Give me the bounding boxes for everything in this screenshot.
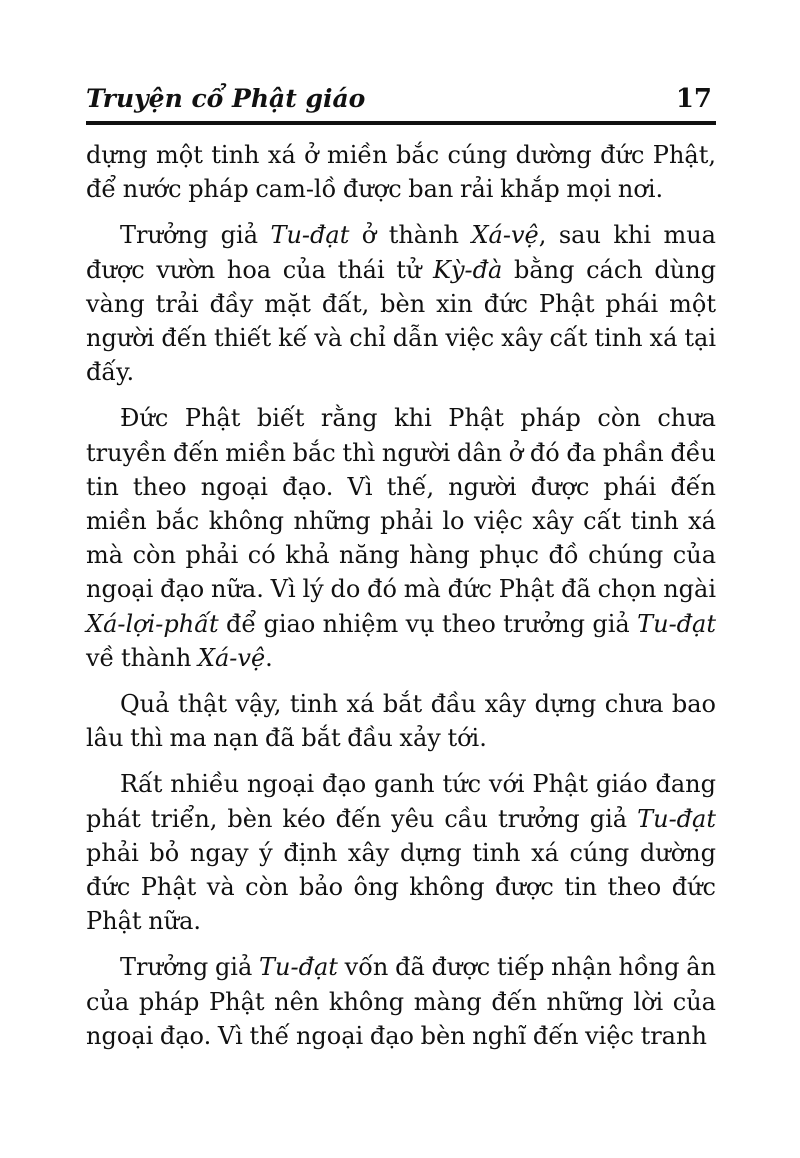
italic-name-run: Tu-đạt xyxy=(637,609,716,638)
text-run: Đức Phật biết rằng khi Phật pháp còn chưa truyền đến miền bắc thì người dân ở đó đa phần đều tin theo ngoại đạo. Vì thế, người được phái đến miền bắc không những phải lo việc xây cất tinh xá mà còn phải có khả năng hàng phục đồ chúng của ngoại đạo nữa. Vì lý do đó mà đức Phật đã chọn ngài xyxy=(86,404,716,604)
paragraph xyxy=(86,138,716,206)
book-title: Truyện cổ Phật giáo xyxy=(86,84,366,113)
italic-name-run: Xá-lợi-phất xyxy=(86,609,219,638)
italic-name-run: Tu-đạt xyxy=(637,804,716,833)
text-run: Quả thật vậy, tinh xá bắt đầu xây dựng chưa bao lâu thì ma nạn đã bắt đầu xảy tới. xyxy=(86,690,716,753)
italic-name-run: Tu-đạt xyxy=(270,221,350,250)
paragraph xyxy=(86,401,716,675)
text-run: Rất nhiều ngoại đạo ganh tức với Phật giáo đang phát triển, bèn kéo đến yêu cầu trưởng giả xyxy=(86,770,716,833)
text-run: dựng một tinh xá ở miền bắc cúng dường đức Phật, để nước pháp cam-lồ được ban rải khắp mọi nơi. xyxy=(86,141,716,204)
paragraph xyxy=(86,950,716,1053)
header-rule xyxy=(86,121,716,125)
paragraph xyxy=(86,767,716,938)
italic-name-run: Kỳ-đà xyxy=(433,255,503,284)
text-run: bằng cách dùng vàng trải đầy mặt đất, bèn xin đức Phật phái một người đến thiết kế và chỉ dẫn việc xây cất tinh xá tại đấy. xyxy=(86,255,717,387)
page-number: 17 xyxy=(675,84,712,114)
text-run: để giao nhiệm vụ theo trưởng giả xyxy=(218,609,638,638)
text-run: ở thành xyxy=(349,221,472,250)
text-run: , sau khi mua được vườn hoa của thái tử xyxy=(86,221,716,284)
paragraph xyxy=(86,687,716,755)
body-text xyxy=(86,138,716,1065)
text-run: về thành xyxy=(86,643,198,672)
running-header xyxy=(86,82,716,122)
text-run: Trưởng giả xyxy=(120,953,260,982)
paragraph xyxy=(86,218,716,389)
text-run: vốn đã được tiếp nhận hồng ân của pháp Phật nên không màng đến những lời của ngoại đạo. Vì thế ngoại đạo bèn nghĩ đến việc tranh xyxy=(86,953,717,1050)
text-run: phải bỏ ngay ý định xây dựng tinh xá cúng dường đức Phật và còn bảo ông không được tin theo đức Phật nữa. xyxy=(86,838,716,936)
italic-name-run: Xá-vệ xyxy=(197,643,266,672)
text-run: Trưởng giả xyxy=(120,221,271,250)
italic-name-run: Xá-vệ xyxy=(471,221,539,250)
text-run: . xyxy=(265,643,273,672)
italic-name-run: Tu-đạt xyxy=(259,953,338,982)
